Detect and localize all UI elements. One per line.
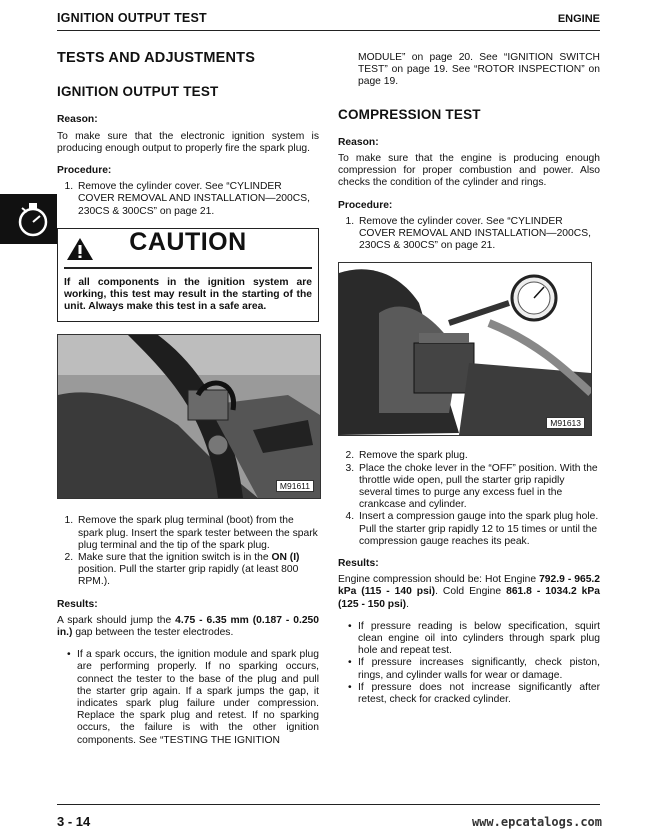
results-label: Results: — [57, 598, 98, 610]
page-number: 3 - 14 — [57, 814, 91, 829]
left-column — [57, 52, 319, 747]
compression-gauge-photo-image — [339, 263, 591, 435]
running-header-section: ENGINE — [557, 13, 600, 25]
results-bullet: • If a spark occurs, the ignition module and spark plug are performing properly. If no sparking occurs, connect the tester to the base of the plug and pull the starter grip again. If a spark jumps the gap, it indicates spark plug failure under compression. Replace the spark plug and retest. If no sparking occurs, the failure is with the other ignition components. See “TESTING THE IGNITION — [77, 649, 319, 747]
footer-rule — [57, 804, 600, 805]
ignition-test-title: IGNITION OUTPUT TEST — [57, 84, 219, 100]
right-column — [338, 52, 600, 706]
engine-section-tab — [0, 194, 57, 244]
procedure-step: 1. Remove the cylinder cover. See “CYLINDER COVER REMOVAL AND INSTALLATION—200CS, 230CS & 300CS” on page 21. — [76, 181, 319, 218]
results-text: Engine compression should be: Hot Engine 792.9 - 965.2 kPa (115 - 140 psi). Cold Engine 861.8 - 1034.2 kPa (125 - 150 psi). — [338, 574, 601, 610]
test-step: 1. Remove the spark plug terminal (boot) from the spark plug. Insert the spark tester between the spark plug terminal and the tip of the spark plug. — [76, 515, 319, 552]
figure-label: M91613 — [546, 417, 585, 429]
reason-text: To make sure that the engine is producing enough compression for proper combustion and power. Also checks the condition of the cylinder and rings. — [338, 153, 600, 189]
results-bullets — [57, 649, 319, 747]
test-step: 3. Place the choke lever in the “OFF” position. With the throttle wide open, pull the starter grip rapidly several times to purge any excess fuel in the crankcase and cylinder. — [357, 463, 600, 512]
reason-text: To make sure that the electronic ignition system is producing enough output to properly fire the spark plug. — [57, 130, 319, 154]
spark-tester-photo-image — [58, 335, 320, 498]
reason-label: Reason: — [57, 114, 98, 126]
caution-box — [57, 228, 319, 323]
compression-test-photo — [338, 262, 592, 436]
results-bullet: • If pressure increases significantly, check piston, rings, and cylinder walls for wear or damage. — [358, 657, 600, 681]
results-bullet: • If pressure does not increase significantly after retest, check for cracked cylinder. — [358, 682, 600, 706]
procedure-label: Procedure: — [57, 165, 112, 177]
results-bullets — [338, 621, 600, 706]
procedure-step: 1. Remove the cylinder cover. See “CYLINDER COVER REMOVAL AND INSTALLATION—200CS, 230CS & 300CS” on page 21. — [357, 216, 600, 253]
caution-title: CAUTION — [129, 227, 247, 256]
caution-text: If all components in the ignition system are working, this test may result in the starting of the unit. Always make this test in a safe area. — [64, 276, 312, 313]
compression-test-title: COMPRESSION TEST — [338, 106, 481, 122]
procedure-steps — [57, 181, 319, 218]
procedure-steps — [338, 216, 600, 253]
results-text: A spark should jump the 4.75 - 6.35 mm (0.187 - 0.250 in.) gap between the tester electrodes. — [57, 614, 319, 639]
watermark: www.epcatalogs.com — [471, 815, 602, 829]
continued-text: MODULE” on page 20. See “IGNITION SWITCH TEST” on page 19. See “ROTOR INSPECTION” on page 19. — [358, 52, 600, 88]
test-step: 4. Insert a compression gauge into the spark plug hole. Pull the starter grip rapidly 12 to 15 times or until the compression gauge reaches its peak. — [357, 511, 600, 548]
test-step: 2. Remove the spark plug. — [357, 450, 600, 462]
test-steps — [57, 515, 319, 588]
header-rule — [57, 30, 600, 31]
procedure-label: Procedure: — [338, 199, 393, 211]
caution-header — [64, 227, 312, 269]
results-label: Results: — [338, 558, 379, 570]
test-steps — [338, 450, 600, 548]
test-step: 2. Make sure that the ignition switch is in the ON (I) position. Pull the starter grip rapidly (at least 800 RPM.). — [76, 552, 319, 589]
figure-label: M91611 — [276, 480, 314, 492]
running-header-title: IGNITION OUTPUT TEST — [57, 11, 207, 25]
engine-icon — [0, 194, 57, 244]
results-bullet: • If pressure reading is below specification, squirt clean engine oil into cylinders through spark plug hole and repeat test. — [358, 621, 600, 658]
reason-label: Reason: — [338, 136, 379, 148]
section-title: TESTS AND ADJUSTMENTS — [57, 50, 256, 66]
ignition-test-photo — [57, 334, 321, 499]
